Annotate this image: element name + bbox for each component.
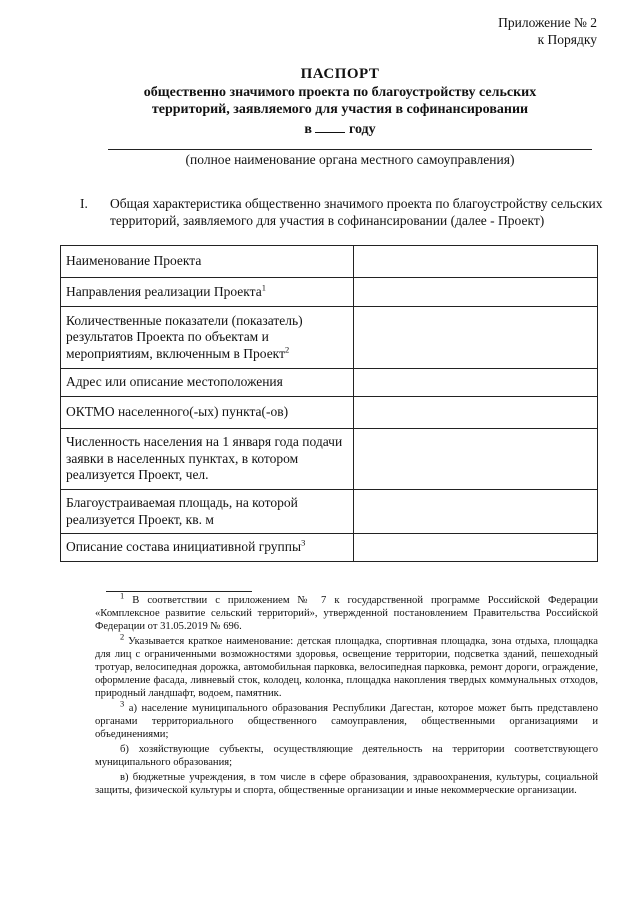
appendix-line-2: к Порядку (537, 32, 597, 47)
row-label: Адрес или описание местоположения (61, 369, 354, 397)
row-label: Направления реализации Проекта$^1$ (61, 278, 354, 307)
row-label: Количественные показатели (показатель) результатов Проекта по объектам и мероприятиям, включенным в Проект$^2$ (61, 307, 354, 369)
table-row (61, 490, 598, 534)
table-row (61, 246, 598, 278)
row-value (354, 307, 598, 369)
row-value (354, 429, 598, 490)
org-name-line (108, 149, 592, 150)
section-text: Общая характеристика общественно значимого проекта по благоустройству сельских территорий, заявляемого для участия в софинансировании (далее - Проект) (110, 196, 603, 228)
row-value (354, 490, 598, 534)
appendix-header (498, 14, 597, 48)
row-label: ОКТМО населенного(-ых) пункта(-ов) (61, 397, 354, 429)
footnote-ref: 2 (284, 344, 290, 355)
document-title (60, 66, 620, 138)
title-line-2: территорий, заявляемого для участия в софинансировании (151, 102, 529, 117)
row-value (354, 369, 598, 397)
table-row (61, 534, 598, 562)
footnote-3c: в) бюджетные учреждения, в том числе в сфере образования, здравоохранения, культуры, социальной защиты, физической культуры и спорта, общественные организации и иные некоммерческие организации. (95, 772, 598, 796)
row-value (354, 534, 598, 562)
title-year-line (60, 119, 620, 139)
row-label: Описание состава инициативной группы$^3$ (61, 534, 354, 562)
year-prefix: в (304, 121, 312, 137)
appendix-line-1: Приложение № 2 (498, 15, 597, 30)
title-line-1: общественно значимого проекта по благоустройству сельских (143, 84, 537, 100)
org-name-caption: (полное наименование органа местного самоуправления) (185, 152, 515, 167)
row-value (354, 246, 598, 278)
table-row (61, 369, 598, 397)
footnotes (95, 590, 598, 799)
project-table (60, 245, 598, 562)
table-row (61, 429, 598, 490)
footnote-1: $^1$ В соответствии с приложением № 7 к государственной программе Российской Федерации «Комплексное развитие сельский территорий», утвержденной постановлением Правительства Российской Федерации от 31.05.2019 № 696. (95, 590, 598, 632)
footnote-ref: 3 (301, 537, 306, 548)
year-blank (315, 119, 345, 133)
footnote-2: $^2$ Указывается краткое наименование: детская площадка, спортивная площадка, зона отдыха, площадка для лиц с ограниченными возможностями здоровья, освещение территории, подсветка зданий, пешеходный тротуар, велосипедная дорожка, автомобильная парковка, велосипедная парковка, ремонт дороги, ограждение, оформление фасада, ливневый сток, колодец, колонка, площадка накопления твердых коммунальных отходов, природный ландшафт, водоем, памятник. (95, 631, 598, 699)
section-number: I. (80, 196, 88, 211)
footnote-3b: б) хозяйствующие субъекты, осуществляющие деятельность на территории соответствующего муниципального образования; (95, 744, 598, 768)
row-value (354, 278, 598, 307)
footnote-ref: 1 (261, 282, 266, 293)
footnote-divider (106, 591, 252, 592)
year-suffix: году (348, 121, 376, 137)
row-value (354, 397, 598, 429)
row-label: Численность населения на 1 января года подачи заявки в населенных пунктах, в котором реализуется Проект, чел. (61, 429, 354, 490)
table-row (61, 278, 598, 307)
table-row (61, 307, 598, 369)
row-label: Благоустраиваемая площадь, на которой реализуется Проект, кв. м (61, 490, 354, 534)
table-row (61, 397, 598, 429)
title-main: ПАСПОРТ (300, 66, 380, 82)
row-label: Наименование Проекта (61, 246, 354, 278)
footnote-3a: $^3$ а) население муниципального образования Республики Дагестан, которое может быть представлено органами территориального общественного самоуправления, общественными организациями и объединениями; (95, 698, 598, 740)
